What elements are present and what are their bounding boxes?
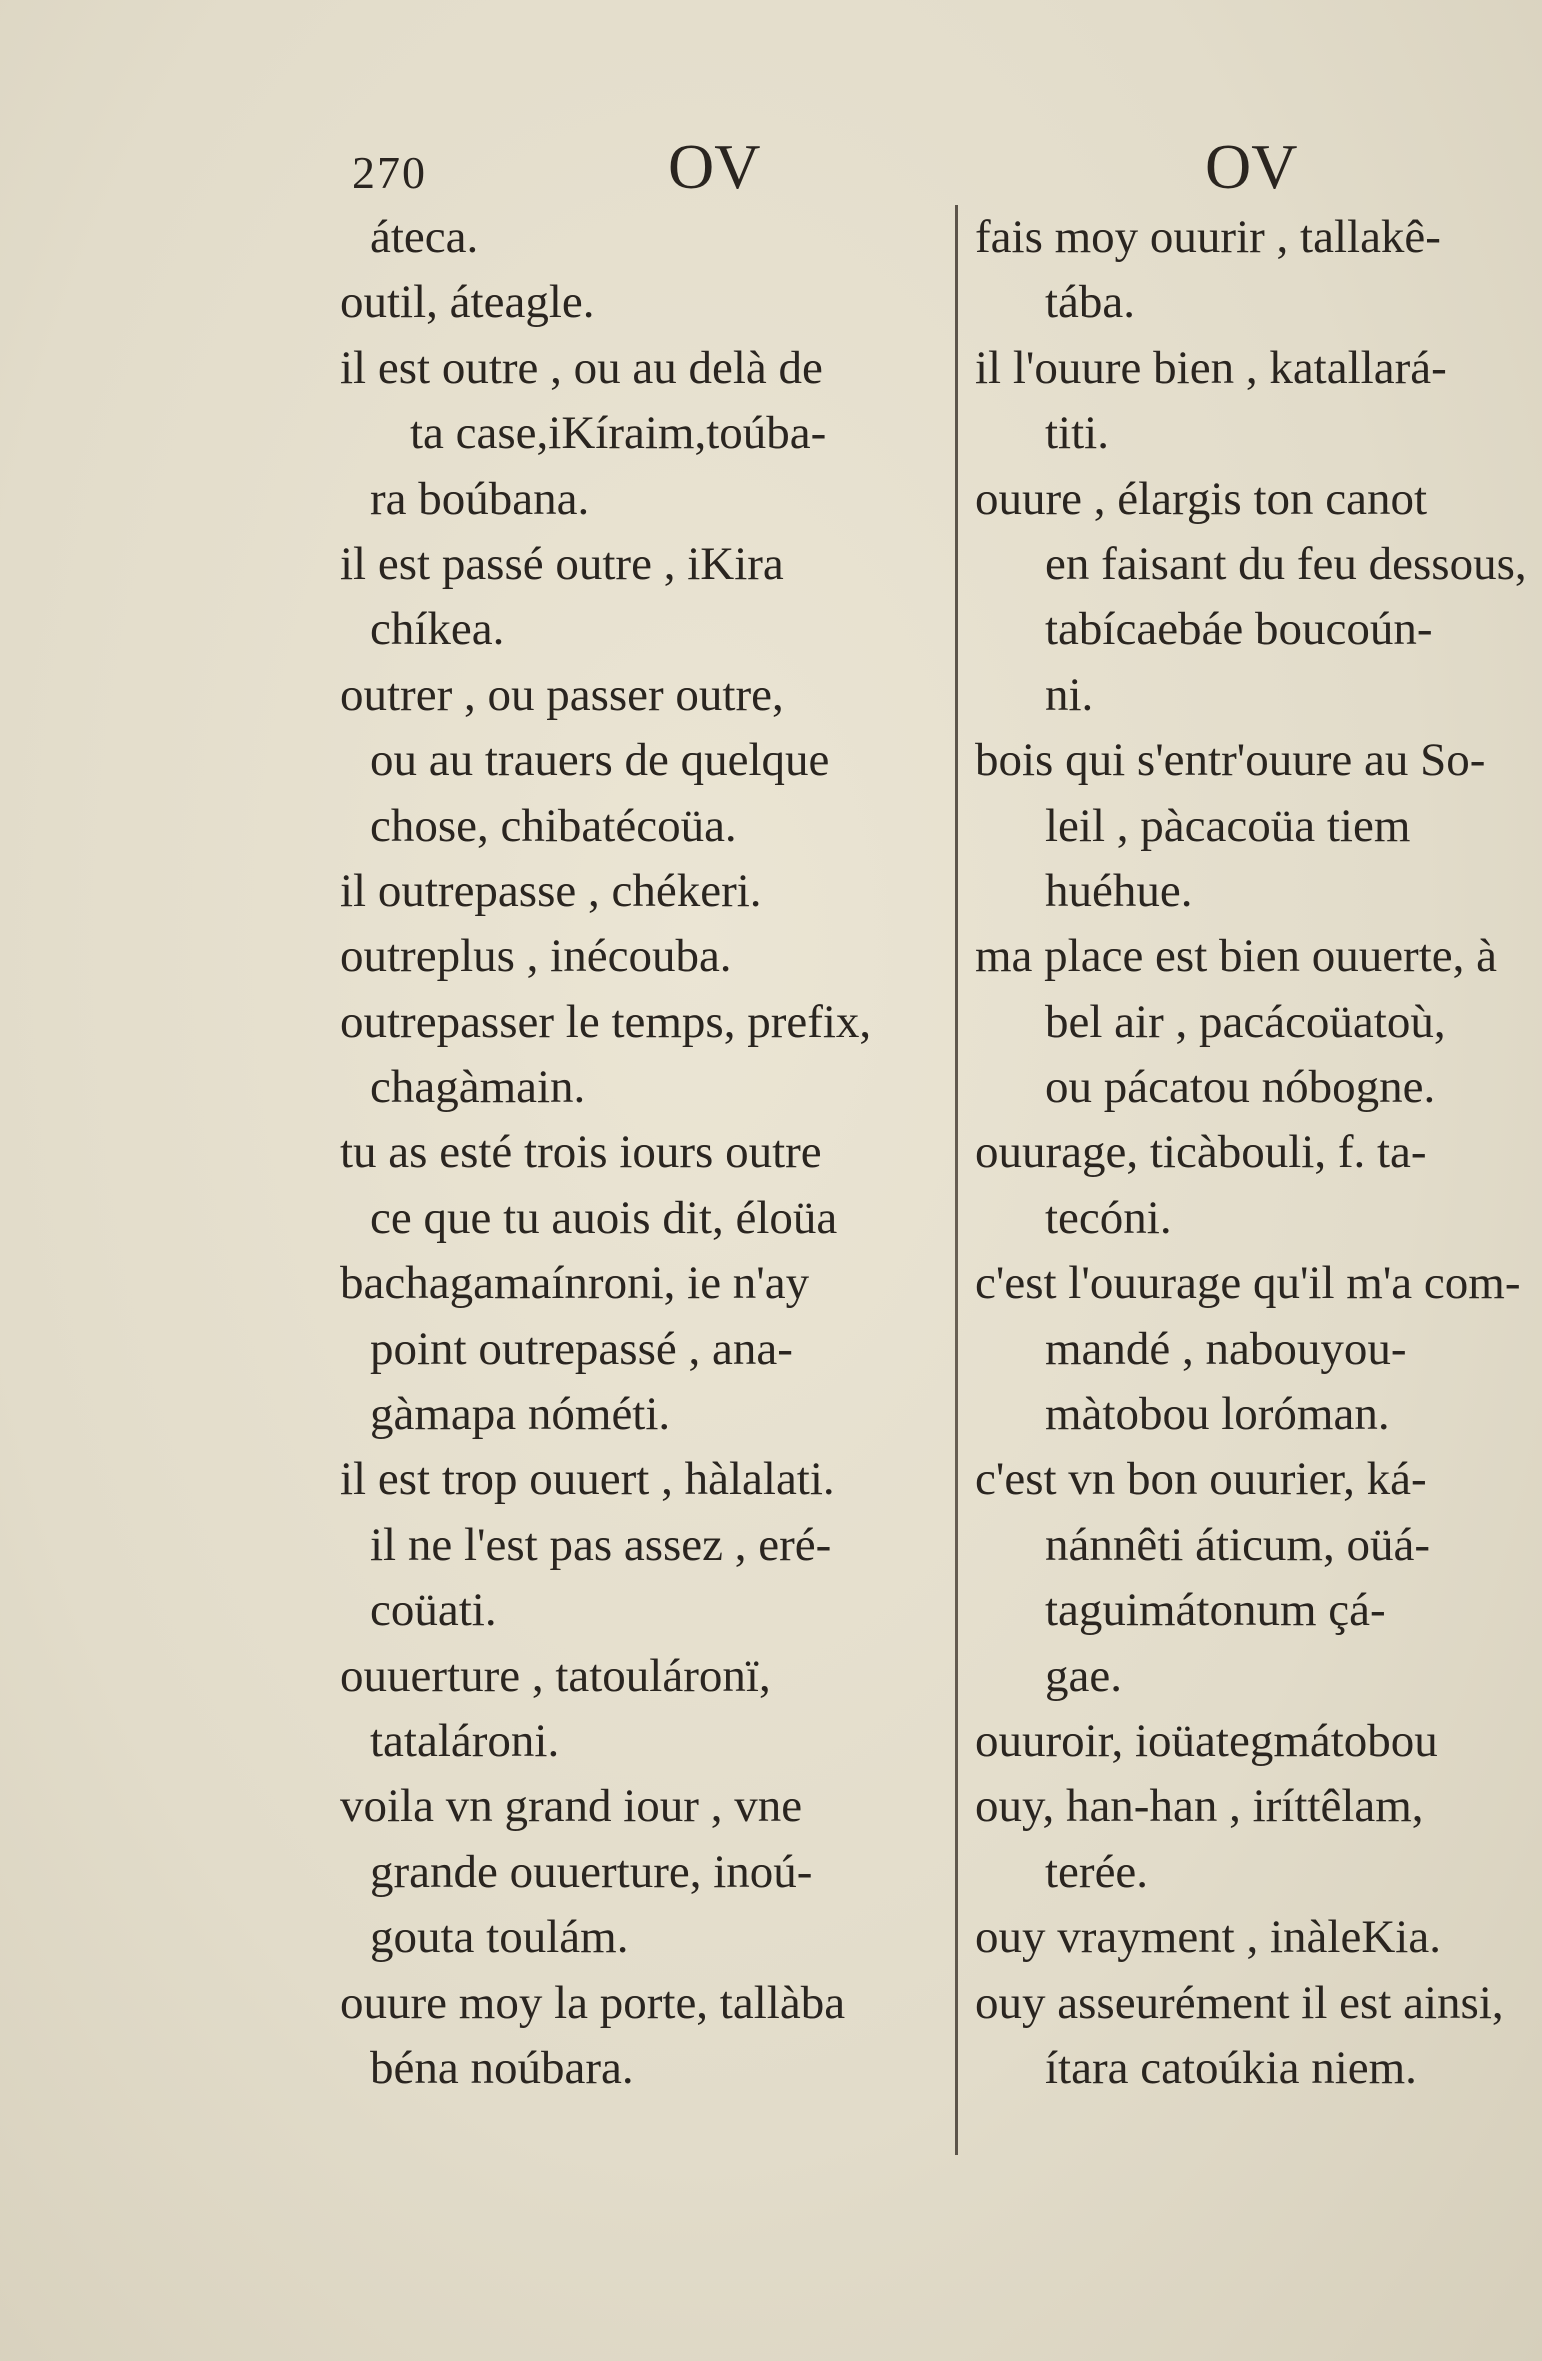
entry-line: ma place est bien ouuerte, à [975, 930, 1497, 983]
entry-line: màtobou loróman. [1045, 1388, 1390, 1441]
entry-line: nánnêti áticum, oüá- [1045, 1518, 1430, 1571]
left-running-head: OV [668, 131, 761, 202]
entry-line: áteca. [370, 211, 479, 263]
entry-line: c'est vn bon ouurier, ká- [975, 1453, 1427, 1506]
entry-line: béna noúbara. [370, 2041, 634, 2094]
entry-line: ta case,iKíraim,toúba- [410, 407, 827, 460]
page-number: 270 [352, 147, 427, 198]
entry-line: huéhue. [1045, 864, 1193, 917]
entry-line: grande ouuerture, inoú- [370, 1845, 813, 1898]
entry-line: fais moy ouurir , tallakê- [975, 211, 1441, 263]
entry-line: ouure moy la porte, tallàba [340, 1976, 846, 2029]
entry-line: ítara catoúkia niem. [1045, 2041, 1417, 2094]
entry-line: tatalároni. [370, 1714, 560, 1767]
entry-line: ouurage, ticàbouli, f. ta- [975, 1126, 1427, 1179]
entry-line: ouuroir, ioüategmátobou [975, 1714, 1438, 1767]
entry-line: outil, áteagle. [340, 276, 595, 329]
entry-line: chose, chibatécoüa. [370, 799, 737, 852]
entry-line: outrer , ou passer outre, [340, 668, 784, 721]
entry-line: titi. [1045, 407, 1109, 460]
entry-line: il est trop ouuert , hàlalati. [340, 1453, 835, 1506]
right-column [975, 205, 1535, 2101]
entry-line: tába. [1045, 276, 1136, 329]
column-rule [955, 205, 958, 2155]
entry-line: voila vn grand iour , vne [340, 1780, 803, 1833]
entry-line: il outrepasse , chékeri. [340, 864, 762, 917]
entry-line: ouure , élargis ton canot [975, 472, 1428, 525]
entry-line: bel air , pacácoüatoù, [1045, 995, 1446, 1048]
entry-line: en faisant du feu dessous, [1045, 537, 1527, 590]
entry-line: leil , pàcacoüa tiem [1045, 799, 1411, 852]
entry-line: bois qui s'entr'ouure au So- [975, 734, 1486, 787]
entry-line: il est outre , ou au delà de [340, 341, 823, 394]
entry-line: il est passé outre , iKira [340, 537, 784, 590]
entry-line: outrepasser le temps, prefix, [340, 995, 872, 1048]
right-running-head: OV [1205, 131, 1298, 202]
entry-line: il ne l'est pas assez , eré- [370, 1518, 832, 1571]
entry-line: ra boúbana. [370, 472, 590, 525]
entry-line: ou au trauers de quelque [370, 734, 830, 787]
entry-line: taguimátonum çá- [1045, 1584, 1386, 1637]
entry-line: tu as esté trois iours outre [340, 1126, 822, 1179]
entry-line: tabícaebáe boucoún- [1045, 603, 1433, 656]
entry-line: chagàmain. [370, 1061, 586, 1114]
entry-line: terée. [1045, 1845, 1149, 1898]
entry-line: ouy, han-han , iríttêlam, [975, 1780, 1424, 1833]
entry-line: ni. [1045, 668, 1094, 721]
entry-line: gouta toulám. [370, 1911, 629, 1964]
entry-line: coüati. [370, 1584, 497, 1637]
entry-line: ouy asseurément il est ainsi, [975, 1976, 1504, 2029]
entry-line: tecóni. [1045, 1191, 1172, 1244]
left-column [340, 205, 940, 2101]
entry-line: gae. [1045, 1649, 1122, 1702]
entry-line: bachagamaínroni, ie n'ay [340, 1257, 810, 1310]
entry-line: gàmapa nóméti. [370, 1388, 671, 1441]
entry-line: ouy vrayment , inàleKia. [975, 1911, 1441, 1964]
entry-line: outreplus , inécouba. [340, 930, 732, 983]
page-header [0, 128, 1542, 208]
entry-line: point outrepassé , ana- [370, 1322, 793, 1375]
entry-line: il l'ouure bien , katallará- [975, 341, 1447, 394]
entry-line: ouuerture , tatouláronï, [340, 1649, 771, 1702]
entry-line: ou pácatou nóbogne. [1045, 1061, 1436, 1114]
entry-line: chíkea. [370, 603, 505, 656]
entry-line: mandé , nabouyou- [1045, 1322, 1407, 1375]
entry-line: c'est l'ouurage qu'il m'a com- [975, 1257, 1521, 1310]
entry-line: ce que tu auois dit, éloüa [370, 1191, 838, 1244]
